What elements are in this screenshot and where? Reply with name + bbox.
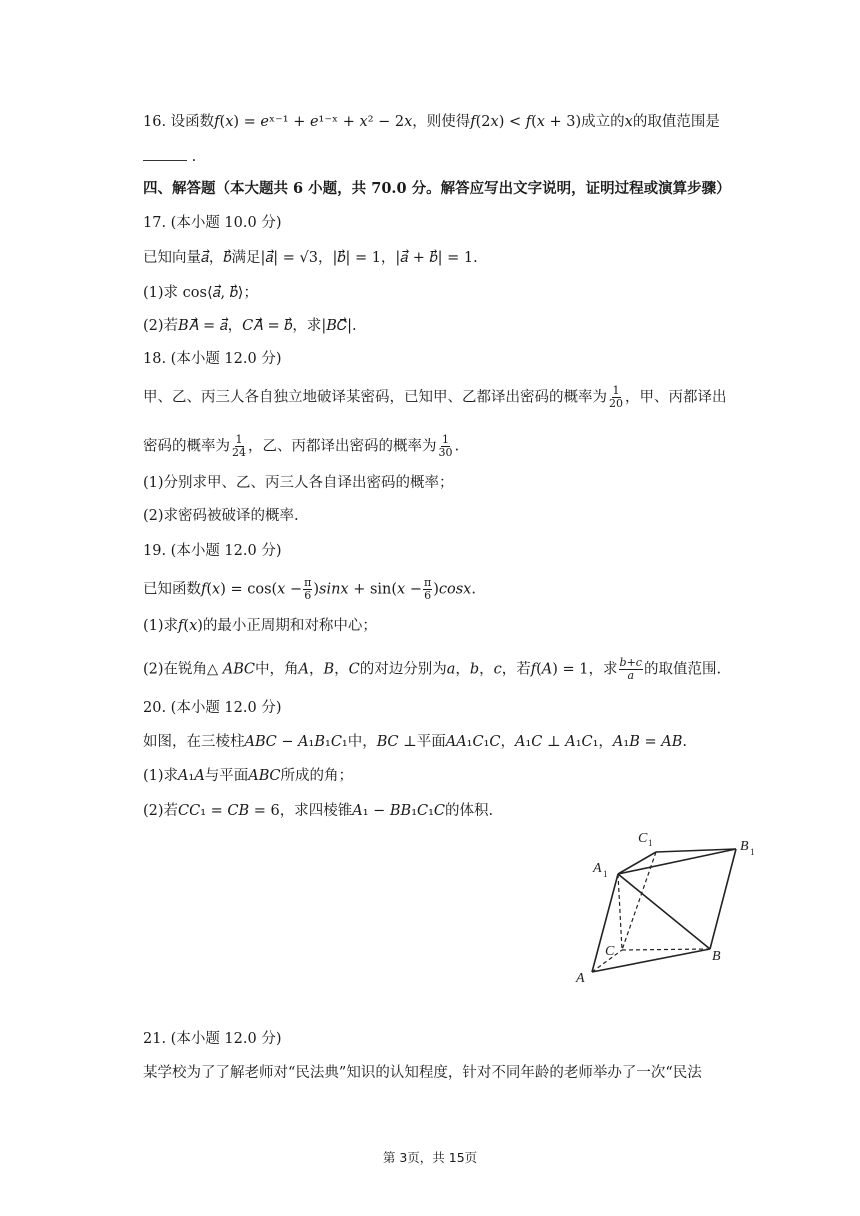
question-20-part-2 [143, 800, 493, 822]
question-20-part-2-text: (2)若𝐶𝐶₁ = 𝐶𝐵 = 6，求四棱锥𝐴₁ − 𝐵𝐵₁𝐶₁𝐶的体积. [143, 803, 494, 819]
question-20-part-1 [143, 765, 353, 787]
label-b: B [712, 949, 721, 964]
question-19-body-text-c: )𝑐𝑜𝑠𝑥. [433, 581, 476, 598]
question-17-body-text: 已知向量𝑎⃗，𝑏⃗满足|𝑎⃗| = √3，|𝑏⃗| = 1，|𝑎⃗ + 𝑏⃗| = 1. [143, 250, 478, 266]
question-19-header-text: 19. (本小题 12.0 分) [143, 543, 282, 559]
fraction-denominator: 20 [609, 397, 623, 410]
question-19-body-text-a: 已知函数𝑓(𝑥) = cos(𝑥 − [143, 581, 303, 598]
question-17-part-2-text: (2)若𝐵𝐴⃗ = 𝑎⃗，𝐶𝐴⃗ = 𝑏⃗，求|𝐵𝐶⃗|. [143, 318, 357, 334]
label-c: C [605, 944, 615, 959]
question-19-part-1-text: (1)求𝑓(𝑥)的最小正周期和对称中心； [143, 618, 377, 634]
fraction-numerator: π [424, 576, 432, 589]
question-17-part-2 [143, 315, 357, 337]
question-17-header-text: 17. (本小题 10.0 分) [143, 215, 282, 231]
question-19-part-2-text-a: (2)在锐角△ 𝐴𝐵𝐶中，角𝐴，𝐵，𝐶的对边分别为𝑎，𝑏，𝑐，若𝑓(𝐴) = 1，求 [143, 661, 618, 678]
question-20-header [143, 697, 282, 719]
question-16 [143, 111, 720, 133]
question-20-body-text: 如图，在三棱柱𝐴𝐵𝐶 − 𝐴₁𝐵₁𝐶₁中，𝐵𝐶 ⊥平面𝐴𝐴₁𝐶₁𝐶，𝐴₁𝐶 ⊥ 𝐴₁𝐶₁，𝐴₁𝐵 = 𝐴𝐵. [143, 734, 687, 750]
fraction-pi-6 [303, 577, 312, 602]
question-18-part-2 [143, 505, 299, 527]
fraction-numerator: π [304, 576, 312, 589]
prism-figure [568, 822, 768, 994]
edge-b1-b [710, 849, 736, 949]
question-18-body-text-e: . [454, 438, 460, 455]
edge-c-b-hidden [622, 949, 710, 950]
question-20-body [143, 731, 687, 753]
fraction-denominator: 6 [304, 589, 312, 602]
fraction-numerator: 1 [612, 384, 620, 397]
fraction-1-30 [438, 434, 454, 459]
edge-a1-b [618, 874, 710, 949]
question-18-part-1 [143, 472, 454, 494]
question-17-body [143, 247, 478, 269]
answer-blank [143, 146, 187, 161]
fraction-denominator: 24 [232, 446, 246, 459]
question-18-part-1-text: (1)分别求甲、乙、丙三人各自译出密码的概率； [143, 475, 454, 491]
question-18-header-text: 18. (本小题 12.0 分) [143, 351, 282, 367]
question-21-body-text: 某学校为了了解老师对“民法典”知识的认知程度，针对不同年龄的老师举办了一次“民法 [143, 1065, 702, 1081]
question-21-body [143, 1062, 702, 1084]
fraction-numerator: 𝑏+𝑐 [619, 656, 642, 669]
question-19-body-text-b: )𝑠𝑖𝑛𝑥 + sin(𝑥 − [313, 581, 422, 598]
question-18-body-text-d: ，乙、丙都译出密码的概率为 [248, 438, 437, 455]
question-16-blank-line [143, 146, 196, 168]
question-17-part-1-text: (1)求 cos⟨𝑎⃗, 𝑏⃗⟩； [143, 285, 258, 301]
question-17-header [143, 212, 282, 234]
fraction-denominator: 6 [424, 589, 432, 602]
question-19-part-2 [143, 657, 721, 682]
question-21-header [143, 1028, 282, 1050]
fraction-denominator: 30 [438, 446, 453, 459]
question-18-body-line-1 [143, 385, 727, 410]
section-heading [143, 178, 731, 200]
question-19-body [143, 577, 476, 602]
label-c1-subscript: 1 [648, 838, 653, 848]
question-18-body-text-a: 甲、乙、丙三人各自独立地破译某密码，已知甲、乙都译出密码的概率为 [143, 389, 607, 406]
question-19-part-2-text-b: 的取值范围. [643, 661, 722, 678]
fraction-denominator: 𝑎 [627, 669, 635, 682]
label-b1: B [740, 839, 749, 854]
question-18-body-line-2 [143, 434, 459, 459]
label-a: A [576, 971, 585, 986]
question-18-body-text-b: ，甲、丙都译出 [625, 389, 727, 406]
edge-a1-b1 [618, 849, 736, 874]
label-a1: A [593, 861, 602, 876]
fraction-numerator: 1 [442, 433, 449, 446]
fraction-pi-6 [423, 577, 432, 602]
label-b1-subscript: 1 [750, 847, 755, 857]
question-16-period: . [187, 149, 197, 165]
label-c1: C [638, 831, 648, 846]
question-20-part-1-text: (1)求𝐴₁𝐴与平面𝐴𝐵𝐶所成的角； [143, 768, 354, 784]
fraction-1-24 [231, 434, 247, 459]
question-19-header [143, 540, 282, 562]
fraction-numerator: 1 [235, 433, 243, 446]
label-a1-subscript: 1 [603, 869, 608, 879]
fraction-b-plus-c-over-a [619, 657, 643, 682]
section-heading-text: 四、解答题（本大题共 6 小题，共 70.0 分。解答应写出文字说明，证明过程或演算步骤） [143, 180, 731, 197]
question-18-part-2-text: (2)求密码被破译的概率. [143, 508, 299, 524]
fraction-1-20 [608, 385, 624, 410]
question-17-part-1 [143, 282, 258, 304]
question-16-text: 16. 设函数𝑓(𝑥) = 𝑒ˣ⁻¹ + 𝑒¹⁻ˣ + 𝑥² − 2𝑥，则使得𝑓(2𝑥) < 𝑓(𝑥 + 3)成立的𝑥的取值范围是 [143, 114, 720, 130]
question-20-header-text: 20. (本小题 12.0 分) [143, 700, 282, 716]
question-18-body-text-c: 密码的概率为 [143, 438, 230, 455]
page-footer: 第 3页，共 15页 [382, 1150, 478, 1165]
question-19-part-1 [143, 615, 377, 637]
question-18-header [143, 348, 282, 370]
edge-a1-c-hidden [618, 874, 622, 950]
question-21-header-text: 21. (本小题 12.0 分) [143, 1031, 282, 1047]
